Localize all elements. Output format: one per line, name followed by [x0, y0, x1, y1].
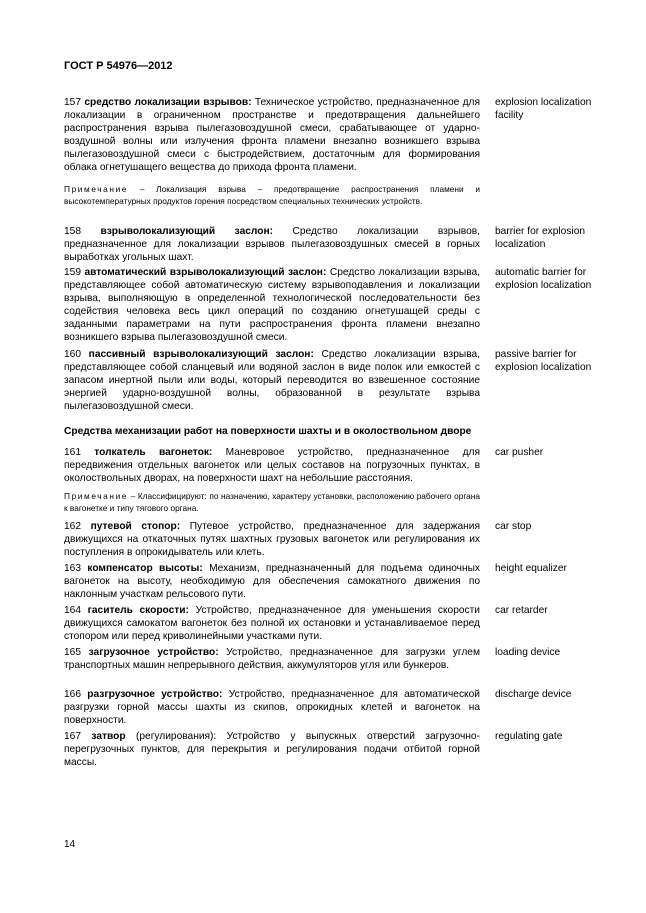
english-term: discharge device [495, 689, 572, 700]
term-name: средство локализации взрывов: [84, 97, 252, 108]
term-name: гаситель скорости: [87, 605, 189, 616]
term-definition: Устройство, предназначенное для уменьшения скорости движущихся самокатом вагонеток без полной их остановки и устанавливаемое перед стопором или перед криволинейными участками пути. [64, 605, 480, 642]
term-name: путевой стопор: [90, 521, 181, 532]
english-term: car retarder [495, 605, 548, 616]
english-term: barrier for explosion localization [495, 226, 586, 250]
definition-text [64, 646, 480, 672]
english-term: height equalizer [495, 563, 567, 574]
term-number: 161 [64, 447, 81, 458]
note-157 [64, 183, 480, 207]
term-number: 158 [64, 226, 81, 237]
english-term: explosion localization facility [495, 97, 592, 121]
term-name: взрыволокализующий заслон: [100, 226, 274, 237]
definition-text [64, 604, 480, 643]
term-definition: Устройство, предназначенное для автоматической разгрузки горной массы шахты из скипов, опрокидных клетей и вагонеток на поверхности. [64, 689, 480, 726]
definition-text [64, 225, 480, 264]
english-term: automatic barrier for explosion localization [495, 267, 592, 291]
definition-text [64, 446, 480, 485]
note-label: Примечание [64, 491, 129, 501]
term-definition: Устройство, предназначенное для загрузки углем транспортных машин непрерывного действия, аккумуляторов угля или бункеров. [64, 647, 480, 671]
term-definition: Путевое устройство, предназначенное для задержания движущихся на откаточных путях шахтных грузовых вагонеток или регулирования их поступления в опрокидыватель или клеть. [64, 521, 480, 558]
definition-text [64, 266, 480, 344]
term-number: 159 [64, 267, 81, 278]
term-definition: Средство локализации взрыва, представляющее собой автоматическую систему взрывоподавления и локализации взрыва, выполняющую в определенной технологической последовательности без содействия человека весь цикл операций по созданию огнетушащей среды с заданными параметрами на пути распространения фронта пламени внезапно возникшего взрыва пылегазовоздушной смеси. [64, 267, 480, 343]
page-number: 14 [64, 839, 76, 850]
note-161 [64, 490, 480, 514]
definition-text [64, 730, 480, 769]
term-name: загрузочное устройство: [88, 647, 219, 658]
term-name: толкатель вагонеток: [94, 447, 213, 458]
note-text: – Классифицируют: по назначению, характеру установки, расположению рабочего органа к вагонетке и типу тягового органа. [64, 491, 480, 513]
term-number: 167 [64, 731, 81, 742]
english-term: car stop [495, 521, 532, 532]
term-definition: Техническое устройство, предназначенное для локализации в ограниченном пространстве и предотвращения дальнейшего распространения взрыва пылегазовоздушной смеси, срабатывающее от ударно-воздушной волны или излучения фронта пламени внезапно возникшего взрыва пылегазовоздушной смеси с быстродействием, достаточным для формирования облака огнетушащего вещества до прихода фронта пламени. [64, 97, 480, 173]
english-term: passive barrier for explosion localization [495, 349, 592, 373]
definition-text [64, 348, 480, 413]
term-name: пассивный взрыволокализующий заслон: [88, 349, 314, 360]
definition-text [64, 688, 480, 727]
definition-text [64, 96, 480, 174]
definition-text [64, 562, 480, 601]
english-term: regulating gate [495, 731, 563, 742]
term-definition: (регулирования): Устройство у выпускных отверстий загрузочно-перегрузочных пунктов, для перекрытия и регулирования подачи отбитой горной массы. [64, 731, 480, 768]
english-term: car pusher [495, 447, 544, 458]
section-heading: Средства механизации работ на поверхности шахты и в околоствольном дворе [64, 426, 472, 437]
term-name: затвор [91, 731, 126, 742]
term-definition: Маневровое устройство, предназначенное для передвижения отдельных вагонеток или целых составов на погрузочных пунктах, в околоствольных дворах, на поверхности шахт на небольшие расстояния. [64, 447, 480, 484]
term-number: 160 [64, 349, 81, 360]
term-name: компенсатор высоты: [87, 563, 203, 574]
term-number: 157 [64, 97, 81, 108]
term-number: 163 [64, 563, 81, 574]
english-term: loading device [495, 647, 561, 658]
term-number: 162 [64, 521, 81, 532]
document-header: ГОСТ Р 54976—2012 [64, 60, 173, 72]
definition-text [64, 520, 480, 559]
term-number: 165 [64, 647, 81, 658]
term-definition: Механизм, предназначенный для подъема одиночных вагонеток на высоту, необходимую для обеспечения самокатного движения по наклонным участкам рельсового пути. [64, 563, 480, 600]
term-name: разгрузочное устройство: [87, 689, 223, 700]
term-name: автоматический взрыволокализующий заслон: [84, 267, 327, 278]
term-number: 164 [64, 605, 81, 616]
term-definition: Средство локализации взрывов, предназначенное для локализации взрывов пылегазовоздушных смесей в горных выработках угольных шахт. [64, 226, 480, 263]
note-text: – Локализация взрыва – предотвращение распространения пламени и высокотемпературных продуктов горения посредством специальных технических устройств. [64, 184, 480, 206]
term-number: 166 [64, 689, 81, 700]
term-definition: Средство локализации взрыва, представляющее собой сланцевый или водяной заслон в виде полок или емкостей с запасом инертной пыли или воды, который переводится во взвешенное состояние энергией ударно-воздушной волны, образованной в результате взрыва пылегазовоздушной смеси. [64, 349, 480, 412]
note-label: Примечание [64, 184, 129, 194]
